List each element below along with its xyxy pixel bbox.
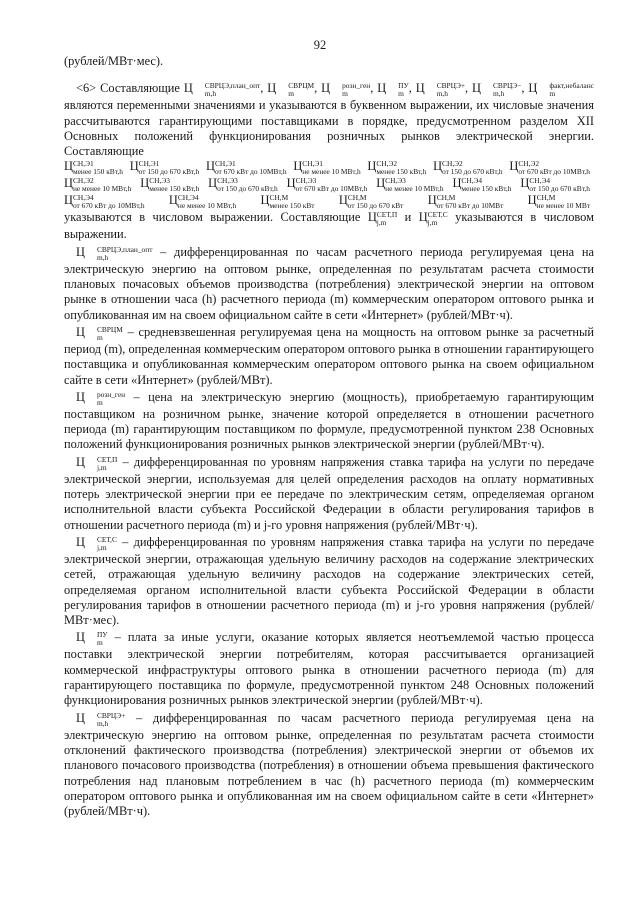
- symbol-subscript: m: [96, 397, 103, 407]
- formula-symbol: [206, 159, 287, 176]
- symbol-superscript: СН,Э4: [177, 193, 199, 203]
- symbol-subscript: не менее 10 МВт,h: [177, 201, 237, 211]
- definition-paragraph: [64, 390, 594, 453]
- definitions-list: [64, 245, 594, 820]
- formula-symbol: [509, 159, 590, 176]
- symbol-letter: Ц: [267, 81, 277, 96]
- symbol-letter: Ц: [377, 81, 387, 96]
- symbol-letter: Ц: [367, 210, 377, 225]
- note-6-intro: <6> Составляющие: [76, 81, 180, 96]
- symbol-letter: Ц: [260, 193, 270, 208]
- symbol-letter: Ц: [183, 81, 193, 96]
- symbol-letter: Ц: [76, 324, 85, 339]
- page-number: 92: [313, 38, 327, 52]
- symbol-letter: Ц: [415, 81, 425, 96]
- top-line: (рублей/МВт·мес).: [64, 54, 164, 68]
- symbol-superscript: СВРЦМ: [288, 81, 315, 91]
- symbol-subscript: m: [96, 638, 103, 648]
- definition-paragraph: [64, 535, 594, 628]
- symbol-subscript: менее 150 кВт,h: [461, 184, 512, 194]
- symbol-letter: Ц: [452, 176, 462, 191]
- symbol-subscript: менее 150 кВт,h: [72, 167, 123, 177]
- symbol-superscript: ПУ: [96, 630, 108, 640]
- symbol-subscript: от 670 кВт до 10МВт,h: [214, 167, 287, 177]
- symbol-letter: Ц: [76, 534, 85, 549]
- symbol-letter: Ц: [129, 159, 139, 174]
- symbol-superscript: СН,Э4: [72, 193, 94, 203]
- symbol-superscript: СН,М: [436, 193, 456, 203]
- definition-paragraph: [64, 245, 594, 323]
- formula-symbol: [293, 159, 360, 176]
- definition-paragraph: [64, 325, 594, 388]
- symbol-subscript: от 150 до 670 кВт,h: [529, 184, 590, 194]
- symbol-letter: Ц: [64, 159, 73, 174]
- symbol-superscript: СН,Э2: [376, 159, 398, 169]
- symbol-letter: Ц: [293, 159, 303, 174]
- symbol-superscript: СН,М: [536, 193, 556, 203]
- symbol-letter: Ц: [286, 176, 296, 191]
- symbol-letter: Ц: [427, 193, 437, 208]
- symbol-subscript: от 150 до 670 кВт,h: [217, 184, 278, 194]
- note-6-symbols-a: Ц СВРЦЭ,план_опт m,h , Ц СВРЦМ m , Ц розн_ген m , Ц ПУ m , Ц СВРЦЭ+ m,h , Ц СВРЦЭ− m,h , Ц факт,небаланс m: [183, 81, 594, 99]
- symbol-subscript: от 670 кВт до 10МВт: [436, 201, 504, 211]
- symbol-letter: Ц: [208, 176, 218, 191]
- symbol-subscript: менее 150 кВт,h: [376, 167, 427, 177]
- note-6-paragraph: [64, 81, 594, 159]
- formula-symbol: [528, 81, 594, 99]
- symbol-superscript: розн_ген: [96, 389, 126, 399]
- formula-symbol: [433, 159, 503, 176]
- symbol-superscript: СВРЦЭ+: [436, 81, 466, 91]
- symbol-subscript: менее 150 кВт,h: [149, 184, 200, 194]
- formula-symbol: [169, 193, 236, 210]
- symbol-superscript: СН,Э2: [518, 159, 540, 169]
- symbol-superscript: СВРЦЭ−: [493, 81, 522, 91]
- symbol-subscript: от 670 кВт до 10МВт,h: [295, 184, 368, 194]
- symbol-subscript: от 670 кВт до 10МВт,h: [72, 201, 145, 211]
- formula-symbol: [418, 210, 448, 228]
- symbol-letter: Ц: [367, 159, 377, 174]
- definition-symbol: [76, 534, 117, 552]
- symbol-superscript: СВРЦЭ+: [96, 710, 126, 720]
- formula-symbol: [367, 210, 398, 228]
- symbol-subscript: от 150 до 670 кВт,h: [442, 167, 503, 177]
- symbol-letter: Ц: [433, 159, 443, 174]
- definition-symbol: [76, 710, 126, 728]
- symbol-letter: Ц: [140, 176, 150, 191]
- symbol-superscript: факт,небаланс: [549, 81, 594, 91]
- formula-symbol: [140, 176, 199, 193]
- symbol-letter: Ц: [76, 454, 85, 469]
- symbol-superscript: СН,Э3: [295, 176, 317, 186]
- symbol-letter: Ц: [76, 630, 85, 645]
- symbol-superscript: СВРЦЭ,план_опт: [96, 244, 153, 254]
- symbol-subscript: m: [96, 332, 103, 342]
- formula-symbol: [267, 81, 315, 99]
- definition-text: – дифференцированная по часам расчетного периода регулируемая цена на электрическую энергию на оптовом рынке, определенная по результатам расчета стоимости плановых почасовых объемов производства (потребления) электрической энергии на оптовом рынке в отношении часа (h) расчетного периода (m) коммерческим оператором оптового рынка и опубликованная им на своем официальном сайте в сети «Интернет» (рублей/МВт·ч).: [64, 244, 594, 322]
- document-body: [64, 54, 594, 819]
- note-6-symbols-b: [64, 159, 594, 210]
- formula-symbol: [183, 81, 261, 99]
- symbol-superscript: СН,М: [347, 193, 367, 203]
- formula-symbol: [130, 159, 200, 176]
- symbol-superscript: СН,Э3: [385, 176, 406, 186]
- symbol-letter: Ц: [64, 176, 73, 191]
- symbol-letter: Ц: [376, 176, 386, 191]
- definition-text: – дифференцированная по часам расчетного периода регулируемая цена на электрическую энергию на оптовом рынке, определенная по результатам расчета стоимости отклонений фактического производства (потребления) электрической энергии от объемов их планового почасового производства (потребления) в отношении объема превышения фактического потребления над плановым потреблением в час (h) расчетного периода (m) коммерческим оператором оптового рынка и опубликованная им на своем официальном сайте в сети «Интернет» (рублей/МВт·ч).: [64, 710, 594, 819]
- symbol-subscript: от 150 до 670 кВт: [347, 201, 404, 211]
- symbol-superscript: СВРЦМ: [96, 324, 123, 334]
- symbol-subscript: m,h: [204, 89, 217, 99]
- symbol-letter: Ц: [418, 210, 428, 225]
- formula-symbol: [428, 193, 504, 210]
- symbol-superscript: СН,Э1: [138, 159, 160, 169]
- note-6-text-b: указываются в числовом выражении. Составляющие: [64, 210, 361, 225]
- formula-symbol: [367, 159, 426, 176]
- symbol-subscript: j,m: [96, 462, 107, 472]
- definition-paragraph: [64, 630, 594, 708]
- definition-text: – дифференцированная по уровням напряжения ставка тарифа на услуги по передаче электрической энергии, используемая для целей определения расходов на оплату нормативных потерь электрической энергии при ее передаче по электрическим сетям, определяемая органом исполнительной власти субъекта Российской Федерации в области регулирования тарифов в отношении расчетного периода (m) и j-го уровня напряжения (рублей/МВт·ч).: [64, 454, 594, 532]
- symbol-subscript: менее 150 кВт: [269, 201, 315, 211]
- symbol-subscript: j,m: [376, 218, 387, 228]
- symbol-superscript: СВРЦЭ,план_опт: [204, 81, 261, 91]
- symbol-superscript: СЕТ,П: [96, 454, 118, 464]
- formula-symbol: [520, 176, 590, 193]
- symbol-superscript: СЕТ,П: [376, 210, 398, 220]
- symbol-subscript: m,h: [96, 718, 109, 728]
- symbol-superscript: СН,Э3: [217, 176, 238, 186]
- symbol-subscript: от 670 кВт до 10МВт,h: [518, 167, 590, 177]
- symbol-letter: Ц: [472, 81, 481, 96]
- symbol-superscript: СН,Э4: [461, 176, 483, 186]
- formula-symbol: [261, 193, 315, 210]
- symbol-subscript: m,h: [493, 89, 505, 99]
- definition-symbol: [76, 454, 118, 472]
- symbol-subscript: не менее 10 МВт,h: [385, 184, 444, 194]
- symbol-letter: Ц: [509, 159, 519, 174]
- symbol-superscript: СН,Э1: [72, 159, 94, 169]
- formula-symbol: [377, 81, 409, 99]
- formula-symbol: [472, 81, 522, 99]
- symbol-subscript: от 150 до 670 кВт,h: [138, 167, 200, 177]
- symbol-superscript: СН,Э1: [302, 159, 323, 169]
- formula-symbol: [208, 176, 278, 193]
- symbol-letter: Ц: [338, 193, 348, 208]
- formula-symbol: [321, 81, 371, 99]
- definition-text: – цена на электрическую энергию (мощность), приобретаемую гарантирующим поставщиком на розничном рынке, значение которой определяется в отношении расчетного периода (m) гарантирующим поставщиком по формуле, предусмотренной пунктом 238 Основных положений функционирования розничных рынков электрической энергии (рублей/МВт·ч).: [64, 389, 594, 452]
- symbol-letter: Ц: [76, 710, 85, 725]
- symbol-subscript: m: [549, 89, 556, 99]
- symbol-subscript: m: [342, 89, 348, 99]
- note-6-symbols-c: Ц СЕТ,П j,m и Ц СЕТ,С j,m: [367, 210, 448, 228]
- symbol-letter: Ц: [76, 244, 85, 259]
- symbol-letter: Ц: [76, 389, 85, 404]
- definition-symbol: [76, 244, 153, 262]
- symbol-subscript: j,m: [96, 542, 107, 552]
- symbol-superscript: СН,Э4: [529, 176, 551, 186]
- symbol-superscript: СЕТ,С: [427, 210, 448, 220]
- symbol-superscript: СН,Э2: [442, 159, 463, 169]
- formula-symbol: [415, 81, 466, 99]
- definition-paragraph: [64, 455, 594, 533]
- symbol-subscript: j,m: [427, 218, 438, 228]
- formula-symbol: [287, 176, 368, 193]
- symbol-superscript: ПУ: [398, 81, 409, 91]
- symbol-superscript: СН,Э1: [214, 159, 236, 169]
- symbol-subscript: m,h: [96, 252, 109, 262]
- symbol-superscript: СН,М: [269, 193, 289, 203]
- symbol-superscript: СН,Э2: [72, 176, 94, 186]
- symbol-superscript: розн_ген: [342, 81, 371, 91]
- formula-symbol: [376, 176, 443, 193]
- symbol-subscript: не менее 10 МВт,h: [302, 167, 361, 177]
- symbol-subscript: m,h: [436, 89, 448, 99]
- symbol-letter: Ц: [520, 176, 530, 191]
- formula-symbol: [64, 159, 123, 176]
- note-6-text-a: являются переменными значениями и указываются в буквенном выражении, их числовые значения рассчитываются гарантирующими поставщиками в порядке, предусмотренном разделом XII Основных положений функционирования розничных рынков электрической энергии. Составляющие: [64, 98, 594, 159]
- symbol-letter: Ц: [206, 159, 215, 174]
- symbol-letter: Ц: [528, 81, 538, 96]
- symbol-letter: Ц: [527, 193, 537, 208]
- symbol-letter: Ц: [168, 193, 178, 208]
- definition-text: – дифференцированная по уровням напряжения ставка тарифа на услуги по передаче электрической энергии, отражающая удельную величину расходов на содержание электрических сетей, отражающая удельную величину расходов на содержание электрических сетей, определяемая органом исполнительной власти субъекта Российской Федерации в области регулирования тарифов в отношении расчетного периода (m) и j-го уровня напряжения (рублей/МВт·мес).: [64, 534, 594, 628]
- formula-symbol: [452, 176, 511, 193]
- note-6-tail: [64, 210, 594, 242]
- definition-paragraph: [64, 711, 594, 820]
- formula-symbol: [528, 193, 590, 210]
- note-6-text-c: указываются в числовом выражении.: [64, 210, 594, 242]
- symbol-subscript: не менее 10 МВт,h: [72, 184, 132, 194]
- symbol-superscript: СЕТ,С: [96, 534, 117, 544]
- symbol-letter: Ц: [64, 193, 73, 208]
- definition-symbol: [76, 389, 126, 407]
- symbol-subscript: не менее 10 МВт: [536, 201, 590, 211]
- definition-symbol: [76, 324, 123, 342]
- formula-symbol: [64, 193, 145, 210]
- definition-symbol: [76, 630, 108, 648]
- symbol-subscript: m: [288, 89, 294, 99]
- definition-text: – средневзвешенная регулируемая цена на мощность на оптовом рынке за расчетный период (m), определенная коммерческим оператором оптового рынка в отношении гарантирующего поставщика и опубликованная коммерческим оператором оптового рынка на своем официальном сайте в сети «Интернет» (рублей/МВт).: [64, 324, 594, 387]
- symbol-superscript: СН,Э3: [149, 176, 170, 186]
- formula-symbol: [64, 176, 131, 193]
- symbol-subscript: m: [398, 89, 404, 99]
- definition-text: – плата за иные услуги, оказание которых является неотъемлемой частью процесса поставки электрической энергии потребителям, которая рассчитывается организацией коммерческой инфраструктуры оптового рынка в отношении расчетного периода (m) для гарантирующего поставщика по формуле, предусмотренной пунктом 248 Основных положений функционирования розничных рынков электрической энергии (рублей/МВт·ч).: [64, 630, 595, 708]
- formula-symbol: [339, 193, 404, 210]
- symbol-letter: Ц: [321, 81, 331, 96]
